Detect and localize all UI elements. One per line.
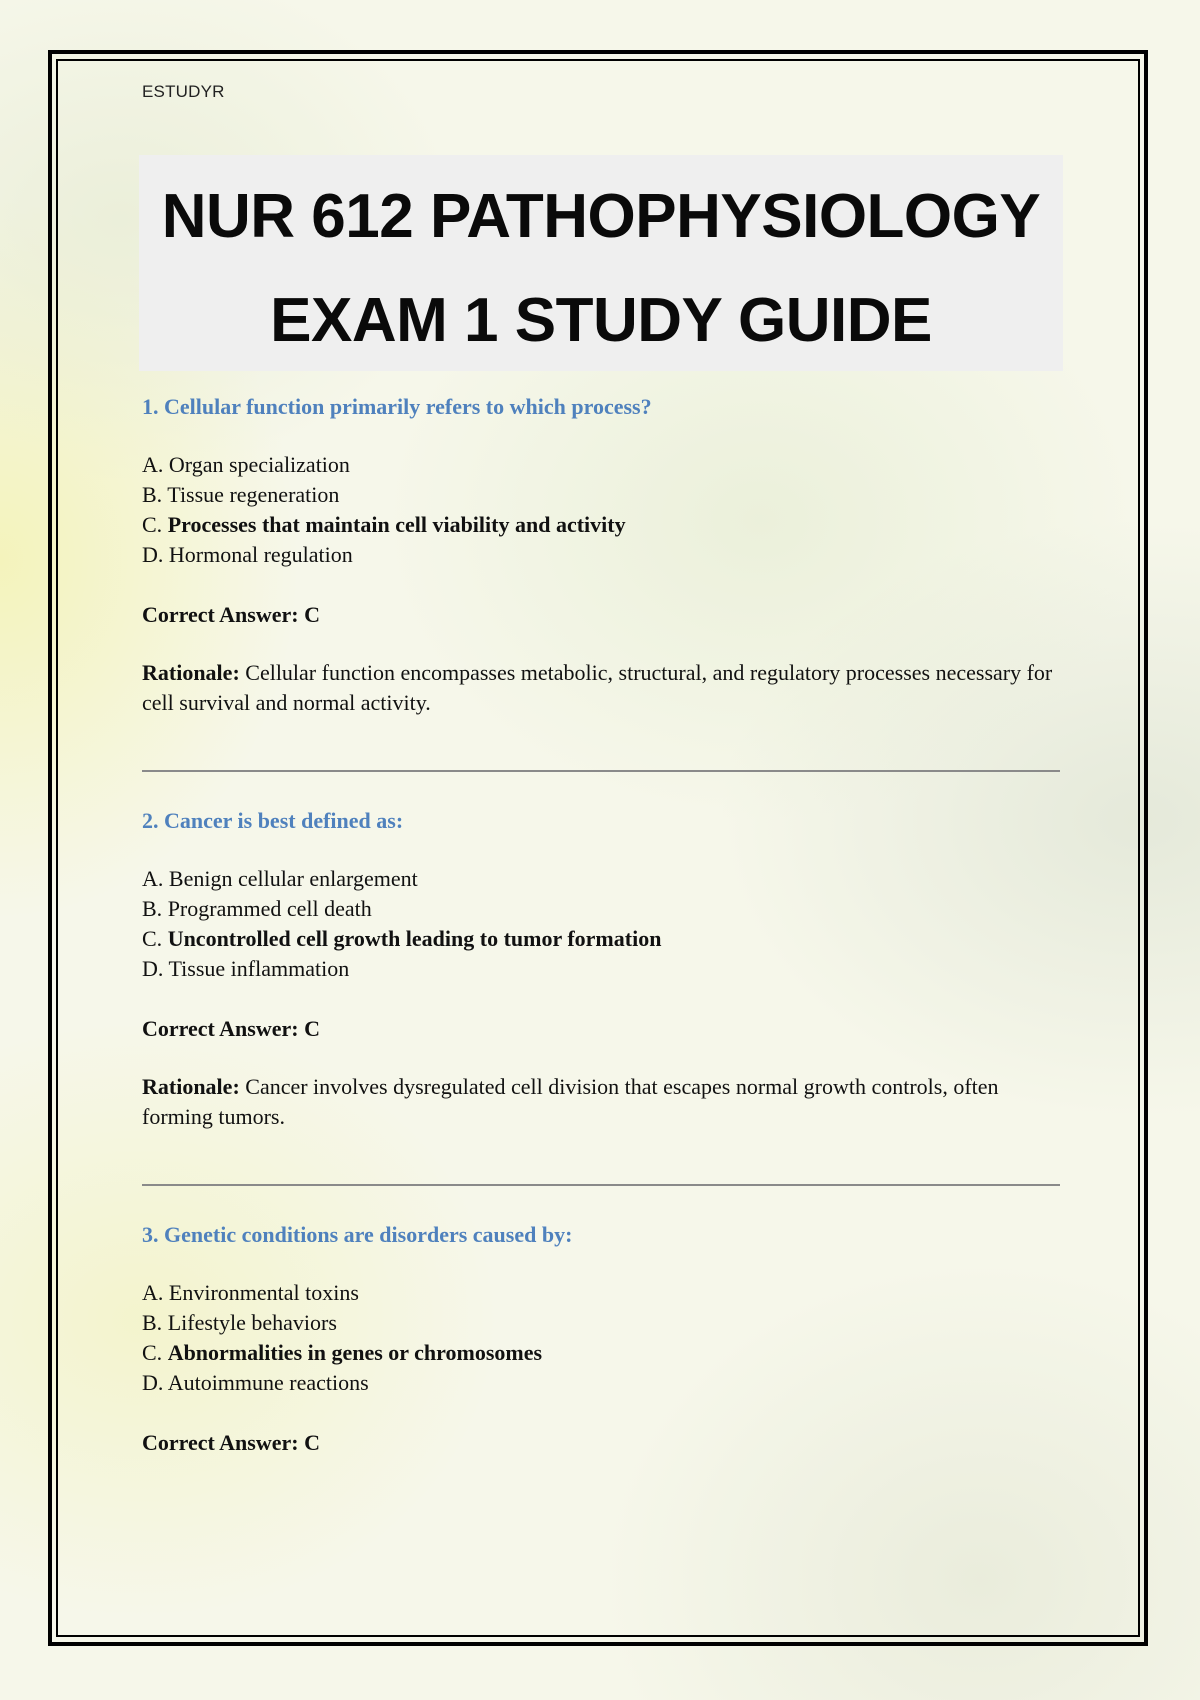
rationale-label: Rationale: (142, 1074, 240, 1099)
option-b (142, 894, 1062, 924)
rationale (142, 1072, 1062, 1132)
question-title: 2. Cancer is best defined as: (142, 808, 404, 833)
option-d (142, 1368, 1062, 1398)
question-2 (142, 806, 1062, 1132)
option-text: Autoimmune reactions (167, 1370, 369, 1395)
option-a (142, 864, 1062, 894)
option-letter: D. (142, 1370, 168, 1395)
option-c (142, 924, 1062, 954)
correct-answer: Correct Answer: C (142, 1430, 320, 1455)
rationale-text: Cancer involves dysregulated cell division that escapes normal growth controls, often forming tumors. (142, 1074, 999, 1129)
option-text: Organ specialization (168, 452, 350, 477)
rationale-text: Cellular function encompasses metabolic, structural, and regulatory processes necessary for cell survival and normal activity. (142, 660, 1053, 715)
option-b (142, 1308, 1062, 1338)
question-1 (142, 392, 1062, 718)
option-d (142, 954, 1062, 984)
option-list (142, 450, 1062, 570)
option-text: Environmental toxins (168, 1280, 359, 1305)
correct-answer: Correct Answer: C (142, 1016, 320, 1041)
option-c (142, 1338, 1062, 1368)
correct-answer: Correct Answer: C (142, 602, 320, 627)
option-c (142, 510, 1062, 540)
question-divider (142, 770, 1060, 772)
option-letter: B. (142, 1310, 168, 1335)
option-text: Lifestyle behaviors (167, 1310, 337, 1335)
question-list (142, 380, 1062, 1458)
option-text: Programmed cell death (167, 896, 372, 921)
option-letter: D. (142, 956, 169, 981)
question-divider (142, 1184, 1060, 1186)
question-title: 1. Cellular function primarily refers to which process? (142, 394, 652, 419)
question-title: 3. Genetic conditions are disorders caused by: (142, 1222, 573, 1247)
option-letter: D. (142, 542, 169, 567)
question-3 (142, 1220, 1062, 1458)
option-letter: B. (142, 896, 168, 921)
option-letter: B. (142, 482, 168, 507)
option-letter: A. (142, 1280, 169, 1305)
option-letter: C. (142, 1340, 168, 1365)
option-letter: C. (142, 926, 168, 951)
option-text-correct: Processes that maintain cell viability and activity (167, 512, 626, 537)
option-text: Tissue regeneration (167, 482, 340, 507)
rationale-label: Rationale: (142, 660, 240, 685)
page-title-line-1: NUR 612 PATHOPHYSIOLOGY (161, 182, 1041, 251)
brand-label: ESTUDYR (142, 82, 225, 101)
option-a (142, 450, 1062, 480)
option-d (142, 540, 1062, 570)
option-b (142, 480, 1062, 510)
option-letter: A. (142, 866, 169, 891)
option-text: Benign cellular enlargement (168, 866, 418, 891)
option-text: Hormonal regulation (168, 542, 353, 567)
title-banner (139, 155, 1063, 371)
option-list (142, 864, 1062, 984)
option-text: Tissue inflammation (168, 956, 350, 981)
option-letter: C. (142, 512, 168, 537)
option-text-correct: Abnormalities in genes or chromosomes (167, 1340, 543, 1365)
option-list (142, 1278, 1062, 1398)
rationale (142, 658, 1062, 718)
option-text-correct: Uncontrolled cell growth leading to tumor formation (167, 926, 662, 951)
option-letter: A. (142, 452, 169, 477)
page-title-line-2: EXAM 1 STUDY GUIDE (270, 286, 932, 355)
option-a (142, 1278, 1062, 1308)
